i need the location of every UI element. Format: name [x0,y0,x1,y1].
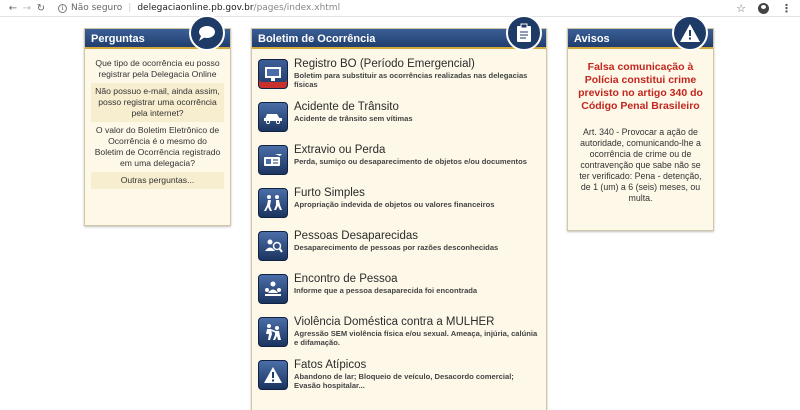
warning-icon [258,360,288,390]
avisos-title: Avisos [574,33,610,45]
chat-bubble-icon [189,15,225,51]
bo-item-desc: Apropriação indevida de objetos ou valores financeiros [294,200,495,209]
bookmark-star-icon[interactable]: ☆ [736,2,746,15]
faq-item[interactable]: Não possuo e-mail, ainda assim, posso registrar uma ocorrência pela internet? [91,83,224,122]
avisos-header [568,29,713,49]
faq-item[interactable]: Que tipo de ocorrência eu posso registrar pela Delegacia Online [95,58,220,79]
bo-item-desc: Desaparecimento de pessoas por razões desconhecidas [294,243,499,252]
perguntas-header [85,29,230,49]
document-loss-icon [258,145,288,175]
reload-icon[interactable]: ↻ [36,2,46,14]
bo-item-encontro[interactable] [258,272,540,308]
avisos-panel [567,28,714,231]
nav-buttons [6,3,48,14]
bo-item-desc: Acidente de trânsito sem vítimas [294,114,413,123]
bo-item-desc: Abandono de lar; Bloqueio de veículo, Desacordo comercial; Evasão hospitalar... [294,372,514,390]
bo-item-title: Fatos Atípicos [294,359,367,371]
security-label: Não seguro [71,3,123,13]
boletim-header [252,29,546,49]
monitor-icon [258,59,288,89]
bo-item-registro[interactable] [258,57,540,93]
clipboard-icon [506,15,542,51]
theft-icon [258,188,288,218]
address-bar[interactable] [58,3,340,13]
bo-item-atipicos[interactable] [258,358,540,394]
back-icon[interactable]: ← [8,2,18,14]
bo-item-desc: Agressão SEM violência física e/ou sexual. Ameaça, injúria, calúnia e difamação. [294,329,538,347]
search-person-icon [258,231,288,261]
forward-icon[interactable]: → [22,2,32,14]
browser-toolbar [0,0,800,17]
account-icon[interactable] [758,3,769,14]
alert-triangle-icon [672,15,708,51]
bo-item-acidente[interactable] [258,100,540,136]
aviso-warning: Falsa comunicação à Polícia constitui crime previsto no artigo 340 do Código Penal Brasileiro [578,61,703,112]
domestic-violence-icon [258,317,288,347]
boletim-title: Boletim de Ocorrência [258,33,376,45]
bo-item-desc: Boletim para substituir as ocorrências realizadas nas delegacias físicas [294,71,528,89]
bo-item-desc: Perda, sumiço ou desaparecimento de objetos e/ou documentos [294,157,527,166]
bo-item-desaparecidas[interactable] [258,229,540,265]
faq-item[interactable]: Outras perguntas... [91,172,224,189]
info-icon[interactable]: i [58,4,67,13]
perguntas-panel [84,28,231,226]
found-person-icon [258,274,288,304]
bo-item-title: Pessoas Desaparecidas [294,230,419,242]
menu-icon[interactable]: ⋮ [781,2,792,15]
car-crash-icon [258,102,288,132]
url-path: /pages/index.xhtml [253,3,341,13]
bo-item-extravio[interactable] [258,143,540,179]
perguntas-title: Perguntas [91,33,145,45]
bo-item-title: Registro BO (Período Emergencial) [294,58,475,70]
bo-item-title: Encontro de Pessoa [294,273,398,285]
url-domain: delegaciaonline.pb.gov.br [137,3,254,13]
address-separator: | [128,3,132,13]
bo-item-title: Furto Simples [294,187,365,199]
bo-item-title: Acidente de Trânsito [294,101,399,113]
bo-item-title: Extravio ou Perda [294,144,386,156]
aviso-text: Art. 340 - Provocar a ação de autoridade, comunicando-lhe a ocorrência de crime ou de contravenção que sabe não se ter verificado: Pena - detenção, de 1 (um) a 6 (seis) meses, ou multa. [579,127,702,203]
bo-item-violencia[interactable] [258,315,540,351]
boletim-panel [251,28,547,410]
bo-item-title: Violência Doméstica contra a MULHER [294,316,495,328]
bo-item-desc: Informe que a pessoa desaparecida foi encontrada [294,286,478,295]
faq-item[interactable]: O valor do Boletim Eletrônico de Ocorrência é o mesmo do Boletim de Ocorrência registrado em uma delegacia? [94,125,221,168]
bo-item-furto[interactable] [258,186,540,222]
